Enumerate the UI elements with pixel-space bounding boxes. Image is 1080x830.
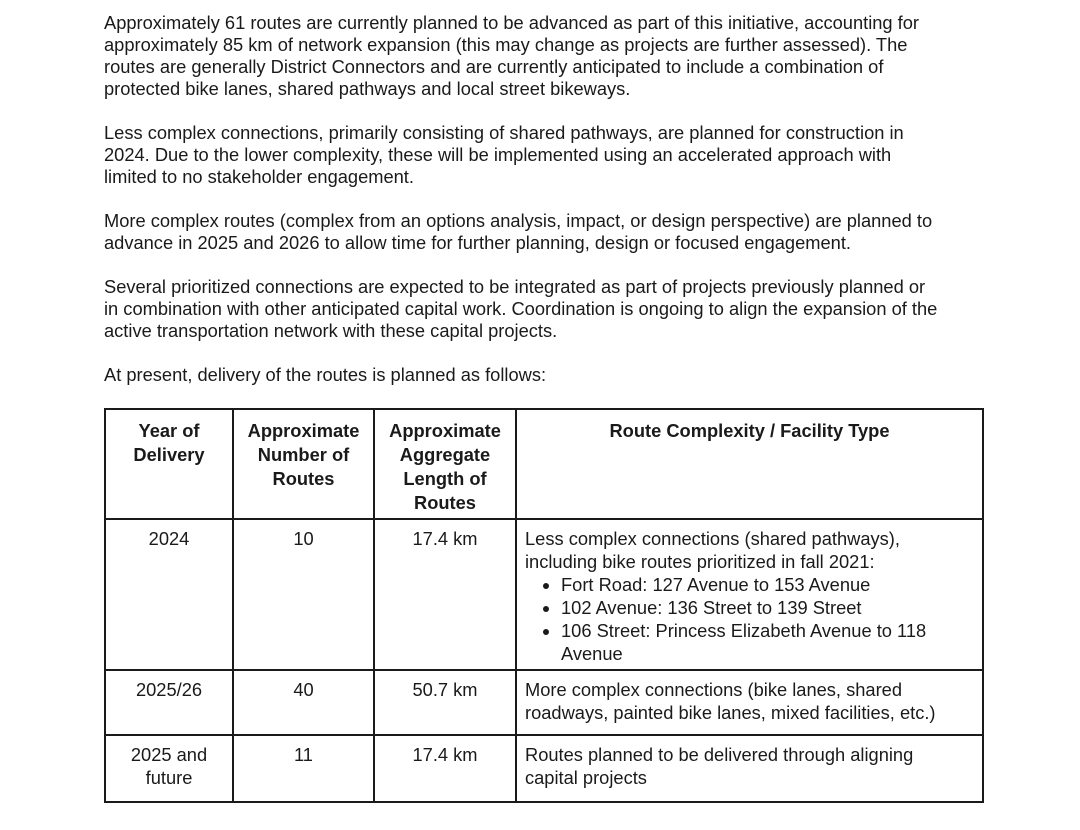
list-item-106-street: • 106 Street: Princess Elizabeth Avenue to 118 Avenue xyxy=(561,619,966,665)
cell-complexity-2024 xyxy=(516,519,983,670)
column-header-approx-aggregate-length: Approximate Aggregate Length of Routes xyxy=(374,409,516,519)
complexity-intro-2024: Less complex connections (shared pathways), including bike routes prioritized in fall 2021: xyxy=(525,528,900,572)
table-row-2024 xyxy=(105,519,983,670)
cell-length-2024: 17.4 km xyxy=(374,519,516,670)
table-row-2025-and-future xyxy=(105,735,983,802)
column-header-approx-number-of-routes: Approximate Number of Routes xyxy=(233,409,374,519)
complexity-text-2025-26: More complex connections (bike lanes, shared roadways, painted bike lanes, mixed facilities, etc.) xyxy=(525,679,936,723)
list-item-102-avenue: • 102 Avenue: 136 Street to 139 Street xyxy=(561,596,966,619)
column-header-route-complexity: Route Complexity / Facility Type xyxy=(516,409,983,519)
paragraph-table-intro: At present, delivery of the routes is planned as follows: xyxy=(104,364,547,385)
cell-routes-2025-future: 11 xyxy=(233,735,374,802)
cell-year-2025-future: 2025 and future xyxy=(105,735,233,802)
cell-complexity-2025-future xyxy=(516,735,983,802)
list-item-fort-road: • Fort Road: 127 Avenue to 153 Avenue xyxy=(561,573,966,596)
body-text xyxy=(104,12,942,386)
column-header-year-of-delivery: Year of Delivery xyxy=(105,409,233,519)
cell-length-2025-26: 50.7 km xyxy=(374,670,516,735)
paragraph-more-complex: More complex routes (complex from an options analysis, impact, or design perspective) are planned to advance in 2025 and 2026 to allow time for further planning, design or focused engagement. xyxy=(104,210,933,253)
table-row-2025-26 xyxy=(105,670,983,735)
table-header-row xyxy=(105,409,983,519)
cell-routes-2024: 10 xyxy=(233,519,374,670)
cell-complexity-2025-26 xyxy=(516,670,983,735)
cell-routes-2025-26: 40 xyxy=(233,670,374,735)
complexity-text-2025-future: Routes planned to be delivered through aligning capital projects xyxy=(525,744,914,788)
paragraph-routes-overview: Approximately 61 routes are currently planned to be advanced as part of this initiative, accounting for approximately 85 km of network expansion (this may change as projects are further assessed). The routes are generally District Connectors and are currently anticipated to include a combination of protected bike lanes, shared pathways and local street bikeways. xyxy=(104,12,919,99)
cell-year-2025-26: 2025/26 xyxy=(105,670,233,735)
paragraph-less-complex: Less complex connections, primarily consisting of shared pathways, are planned for construction in 2024. Due to the lower complexity, these will be implemented using an accelerated approach with limited to no stakeholder engagement. xyxy=(104,122,904,187)
prioritized-routes-list xyxy=(525,573,966,665)
cell-year-2024: 2024 xyxy=(105,519,233,670)
route-delivery-table xyxy=(104,408,984,803)
cell-length-2025-future: 17.4 km xyxy=(374,735,516,802)
paragraph-prioritized-connections: Several prioritized connections are expected to be integrated as part of projects previously planned or in combination with other anticipated capital work. Coordination is ongoing to align the expansion of the active transportation network with these capital projects. xyxy=(104,276,938,341)
